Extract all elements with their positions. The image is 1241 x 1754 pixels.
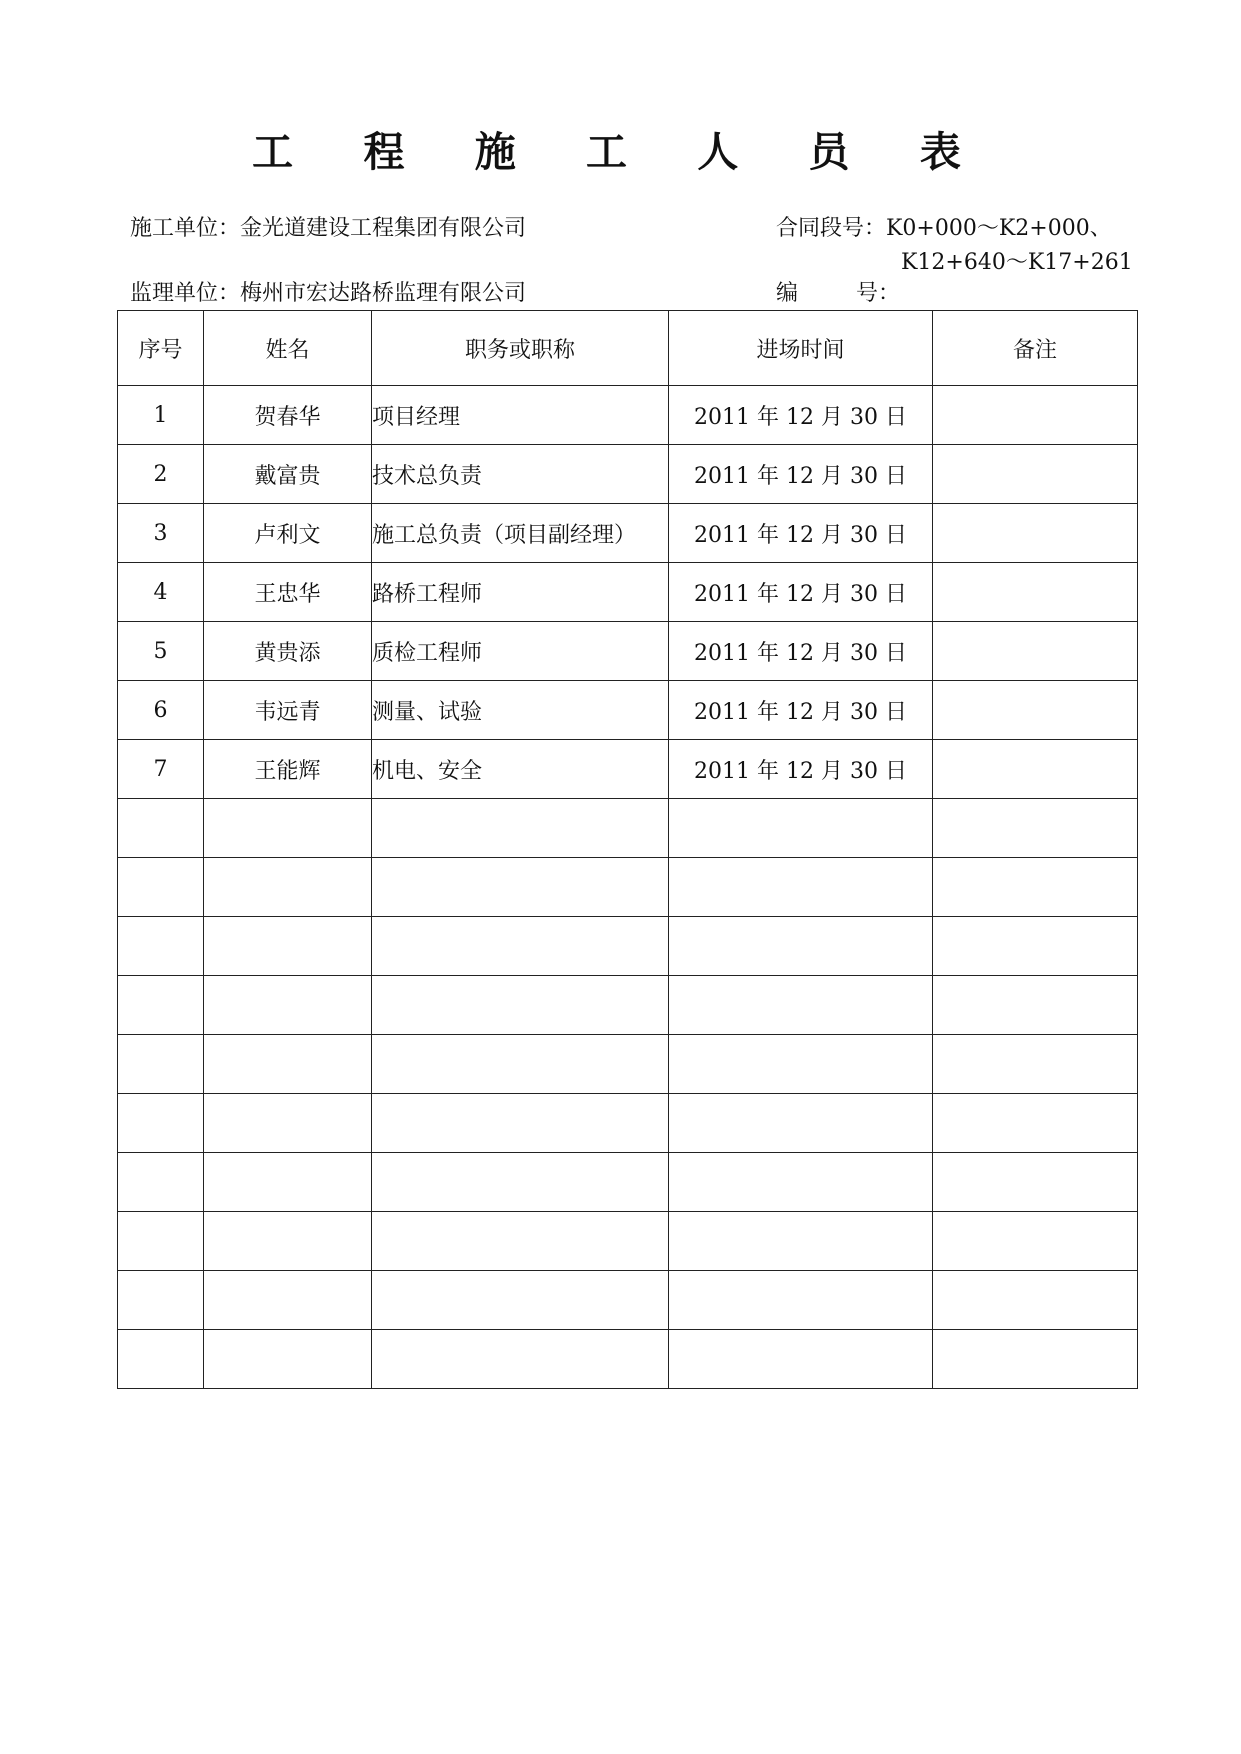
table-row [118, 504, 1138, 563]
cell-name: 韦远青 [204, 681, 372, 740]
header-no: 序号 [118, 311, 204, 386]
cell-no: 6 [118, 681, 204, 740]
table-row [118, 563, 1138, 622]
empty-row [118, 1094, 1138, 1153]
header-entry-date: 进场时间 [669, 311, 933, 386]
contract-section: 合同段号：K0+000～K2+000、 [776, 216, 1112, 241]
empty-row [118, 976, 1138, 1035]
supervision-unit: 监理单位：梅州市宏达路桥监理有限公司 [130, 281, 527, 306]
empty-row [118, 1212, 1138, 1271]
table-header-row [118, 311, 1138, 386]
cell-name: 王忠华 [204, 563, 372, 622]
cell-no: 7 [118, 740, 204, 799]
cell-title: 项目经理 [372, 386, 669, 445]
cell-date: 2011 年 12 月 30 日 [669, 681, 933, 740]
cell-note [933, 622, 1138, 681]
number-label-b: 号： [856, 281, 901, 306]
number-label-a: 编 [776, 281, 799, 306]
table-row [118, 681, 1138, 740]
cell-note [933, 504, 1138, 563]
empty-row [118, 799, 1138, 858]
cell-no: 4 [118, 563, 204, 622]
cell-no: 3 [118, 504, 204, 563]
cell-date: 2011 年 12 月 30 日 [669, 563, 933, 622]
personnel-table [117, 310, 1138, 1389]
cell-name: 王能辉 [204, 740, 372, 799]
cell-date: 2011 年 12 月 30 日 [669, 622, 933, 681]
cell-name: 戴富贵 [204, 445, 372, 504]
cell-note [933, 563, 1138, 622]
cell-title: 路桥工程师 [372, 563, 669, 622]
table-row [118, 740, 1138, 799]
empty-row [118, 917, 1138, 976]
empty-row [118, 858, 1138, 917]
document-number [776, 279, 900, 309]
header-remarks: 备注 [933, 311, 1138, 386]
contract-section-continued: K12+640～K17+261 [901, 250, 1133, 275]
cell-date: 2011 年 12 月 30 日 [669, 386, 933, 445]
cell-title: 机电、安全 [372, 740, 669, 799]
cell-name: 贺春华 [204, 386, 372, 445]
empty-row [118, 1035, 1138, 1094]
empty-row [118, 1330, 1138, 1389]
cell-date: 2011 年 12 月 30 日 [669, 445, 933, 504]
table-row [118, 445, 1138, 504]
cell-note [933, 681, 1138, 740]
page-title: 工 程 施 工 人 员 表 [252, 128, 989, 176]
empty-row [118, 1271, 1138, 1330]
empty-row [118, 1153, 1138, 1212]
cell-note [933, 740, 1138, 799]
cell-title: 测量、试验 [372, 681, 669, 740]
construction-unit: 施工单位：金光道建设工程集团有限公司 [130, 216, 527, 241]
cell-date: 2011 年 12 月 30 日 [669, 740, 933, 799]
header-title: 职务或职称 [372, 311, 669, 386]
cell-no: 5 [118, 622, 204, 681]
cell-no: 1 [118, 386, 204, 445]
cell-title: 施工总负责（项目副经理） [372, 504, 669, 563]
cell-no: 2 [118, 445, 204, 504]
table-row [118, 386, 1138, 445]
cell-title: 技术总负责 [372, 445, 669, 504]
cell-note [933, 445, 1138, 504]
cell-name: 卢利文 [204, 504, 372, 563]
cell-note [933, 386, 1138, 445]
table-row [118, 622, 1138, 681]
cell-title: 质检工程师 [372, 622, 669, 681]
cell-date: 2011 年 12 月 30 日 [669, 504, 933, 563]
cell-name: 黄贵添 [204, 622, 372, 681]
header-name: 姓名 [204, 311, 372, 386]
